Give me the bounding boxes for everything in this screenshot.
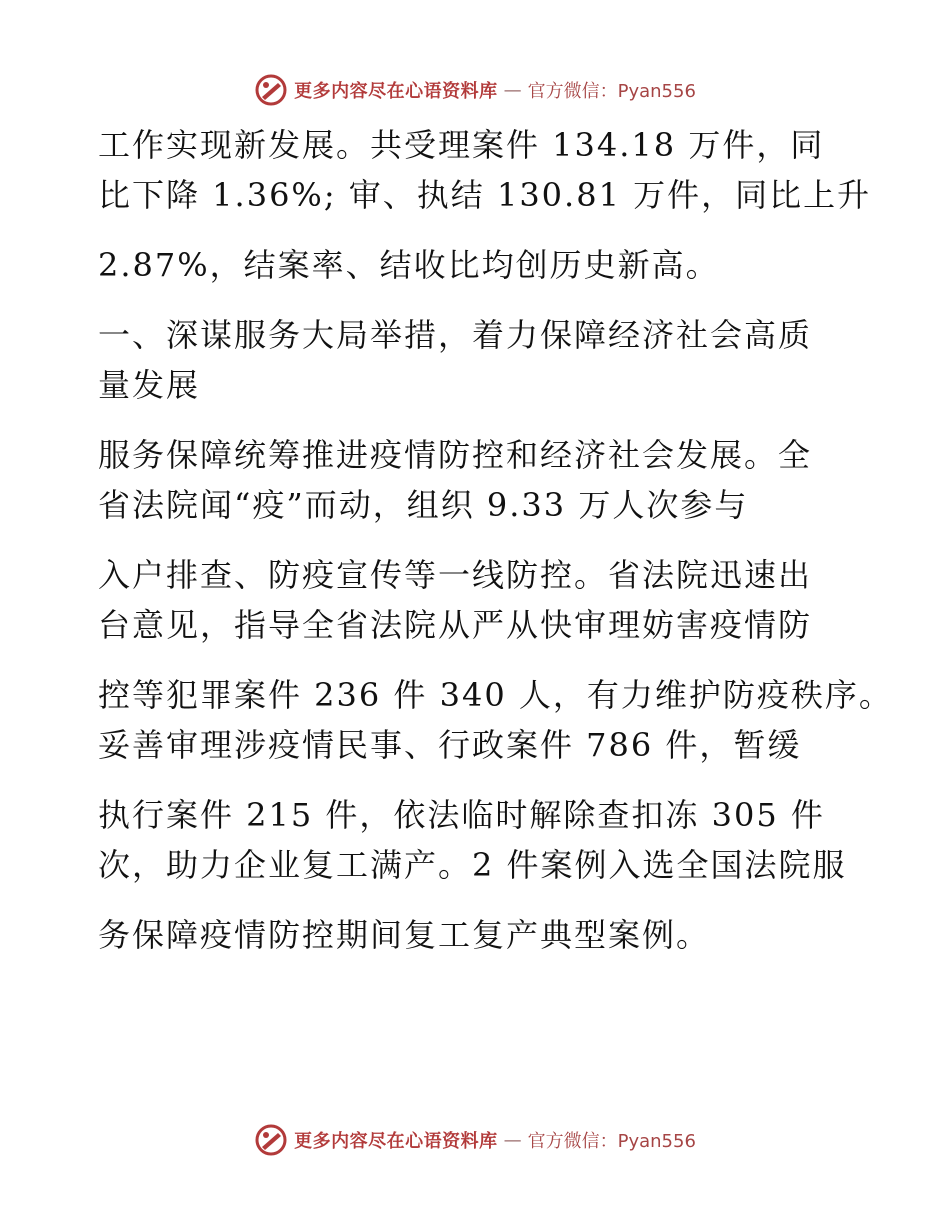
text-line: 次，助力企业复工满产。2 件案例入选全国法院服 bbox=[98, 846, 847, 884]
text-line: 2.87%，结案率、结收比均创历史新高。 bbox=[98, 246, 720, 284]
watermark-header bbox=[0, 70, 950, 110]
document-body bbox=[98, 120, 893, 960]
watermark-site-text: 更多内容尽在心语资料库 bbox=[294, 81, 498, 102]
paragraph bbox=[98, 670, 893, 770]
text-line: 量发展 bbox=[98, 366, 201, 404]
text-line: 控等犯罪案件 236 件 340 人，有力维护防疫秩序。 bbox=[98, 676, 893, 714]
watermark-separator: — bbox=[503, 79, 522, 101]
text-line: 台意见，指导全省法院从严从快审理妨害疫情防 bbox=[98, 606, 813, 644]
text-line: 工作实现新发展。共受理案件 134.18 万件，同 bbox=[98, 126, 825, 164]
watermark-contact: 官方微信：Pyan556 bbox=[527, 1131, 696, 1152]
text-line: 执行案件 215 件，依法临时解除查扣冻 305 件 bbox=[98, 796, 825, 834]
watermark-site-text: 更多内容尽在心语资料库 bbox=[294, 1131, 498, 1152]
text-line: 妥善审理涉疫情民事、行政案件 786 件，暂缓 bbox=[98, 726, 802, 764]
brand-logo-icon bbox=[254, 1123, 288, 1157]
brand-logo-icon bbox=[254, 73, 288, 107]
text-line: 比下降 1.36%; 审、执结 130.81 万件，同比上升 bbox=[98, 176, 872, 214]
paragraph bbox=[98, 120, 872, 220]
text-line: 一、深谋服务大局举措，着力保障经济社会高质 bbox=[98, 316, 813, 354]
text-line: 服务保障统筹推进疫情防控和经济社会发展。全 bbox=[98, 436, 813, 474]
watermark-footer bbox=[0, 1120, 950, 1160]
paragraph bbox=[98, 240, 858, 290]
paragraph bbox=[98, 910, 858, 960]
paragraph bbox=[98, 550, 858, 650]
paragraph bbox=[98, 430, 858, 530]
watermark-contact: 官方微信：Pyan556 bbox=[527, 81, 696, 102]
text-line: 务保障疫情防控期间复工复产典型案例。 bbox=[98, 916, 711, 954]
text-line: 入户排查、防疫宣传等一线防控。省法院迅速出 bbox=[98, 556, 813, 594]
text-line: 省法院闻“疫”而动，组织 9.33 万人次参与 bbox=[98, 486, 749, 524]
paragraph bbox=[98, 790, 858, 890]
section-heading bbox=[98, 310, 858, 410]
watermark-separator: — bbox=[503, 1129, 522, 1151]
